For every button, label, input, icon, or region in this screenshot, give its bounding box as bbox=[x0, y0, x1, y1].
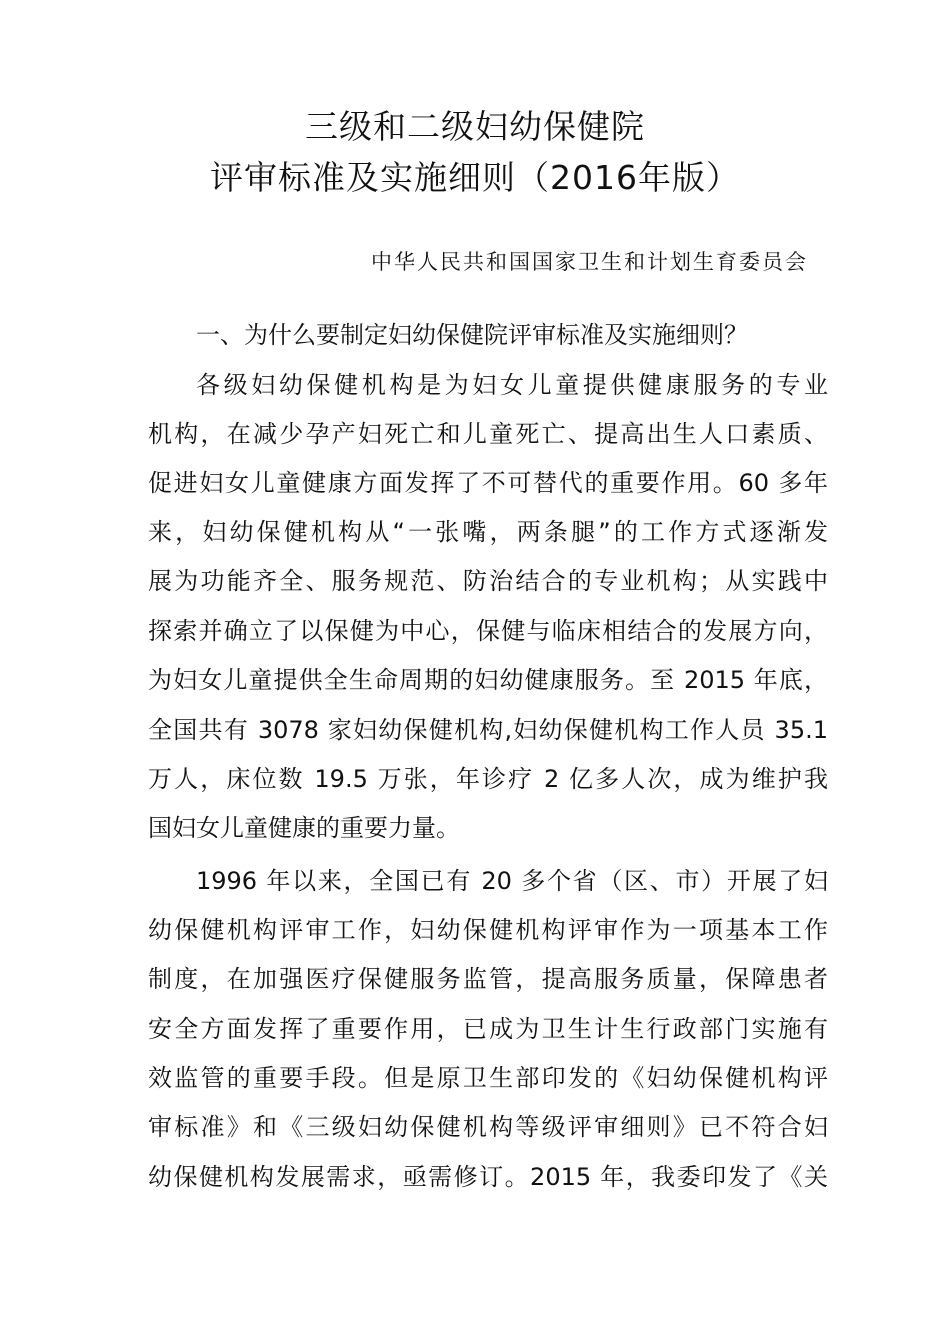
paragraph-2-line: 1996 年以来，全国已有 20 多个省（区、市）开展了妇 bbox=[196, 867, 828, 895]
paragraph-1-line: 国妇女儿童健康的重要力量。 bbox=[148, 814, 460, 842]
paragraph-2-line: 效监管的重要手段。但是原卫生部印发的《妇幼保健机构评 bbox=[148, 1064, 828, 1092]
paragraph-2-line: 制度，在加强医疗保健服务监管，提高服务质量，保障患者 bbox=[148, 965, 828, 993]
paragraph-1-line: 机构，在减少孕产妇死亡和儿童死亡、提高出生人口素质、 bbox=[148, 420, 828, 448]
paragraph-1-line: 来，妇幼保健机构从“一张嘴，两条腿”的工作方式逐渐发 bbox=[148, 518, 828, 546]
paragraph-2-line: 幼保健机构发展需求，亟需修订。2015 年，我委印发了《关 bbox=[148, 1163, 828, 1191]
issuing-authority: 中华人民共和国国家卫生和计划生育委员会 bbox=[371, 250, 808, 274]
paragraph-1-line: 万人，床位数 19.5 万张，年诊疗 2 亿多人次，成为维护我 bbox=[148, 765, 828, 793]
paragraph-2-line: 审标准》和《三级妇幼保健机构等级评审细则》已不符合妇 bbox=[148, 1113, 828, 1141]
paragraph-1-line: 展为功能齐全、服务规范、防治结合的专业机构；从实践中 bbox=[148, 567, 828, 595]
paragraph-1-line: 全国共有 3078 家妇幼保健机构,妇幼保健机构工作人员 35.1 bbox=[148, 716, 828, 744]
paragraph-1-line: 各级妇幼保健机构是为妇女儿童提供健康服务的专业 bbox=[196, 371, 828, 399]
paragraph-1-line: 探索并确立了以保健为中心，保健与临床相结合的发展方向， bbox=[148, 617, 828, 645]
paragraph-1-line: 促进妇女儿童健康方面发挥了不可替代的重要作用。60 多年 bbox=[148, 469, 828, 497]
document-title-line-1: 三级和二级妇幼保健院 bbox=[305, 107, 645, 146]
paragraph-2-line: 安全方面发挥了重要作用，已成为卫生计生行政部门实施有 bbox=[148, 1015, 828, 1043]
document-title-line-2: 评审标准及实施细则（2016年版） bbox=[210, 158, 740, 197]
paragraph-1-line: 为妇女儿童提供全生命周期的妇幼健康服务。至 2015 年底， bbox=[148, 666, 828, 694]
paragraph-2-line: 幼保健机构评审工作，妇幼保健机构评审作为一项基本工作 bbox=[148, 916, 828, 944]
section-heading: 一、为什么要制定妇幼保健院评审标准及实施细则？ bbox=[196, 321, 748, 349]
